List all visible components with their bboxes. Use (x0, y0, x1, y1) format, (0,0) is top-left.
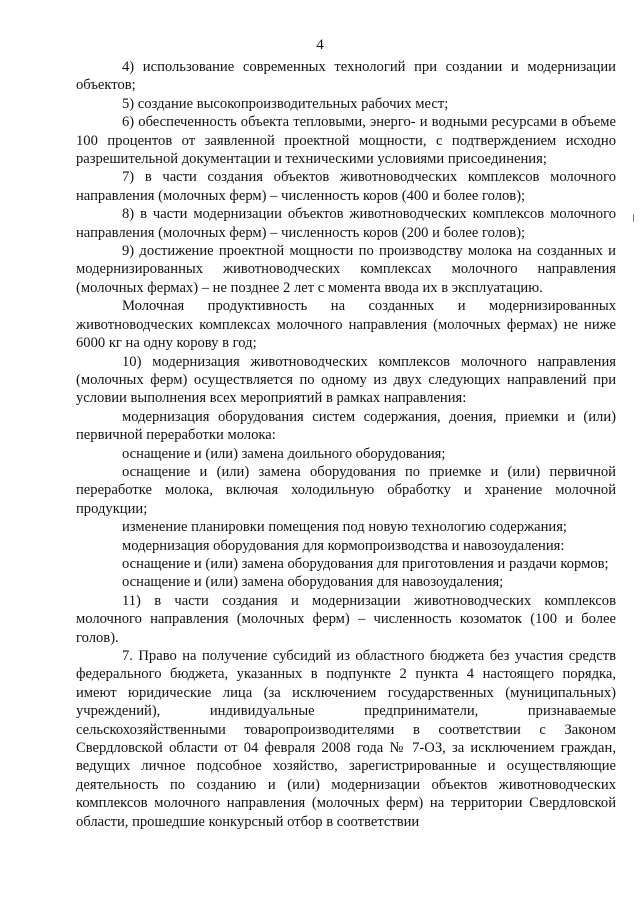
paragraph-milking-equipment: оснащение и (или) замена доильного оборудования; (122, 445, 446, 462)
paragraph-manure-equipment: оснащение и (или) замена оборудования для навозоудаления; (122, 574, 504, 591)
paragraph-direction-1: модернизация оборудования систем содержания, доения, приемки и (или) первичной переработки молока: (76, 408, 616, 444)
paragraph-processing-equipment: оснащение и (или) замена оборудования по приемке и (или) первичной переработке молока, включая холодильную обработку и хранение молочной продукции; (76, 463, 616, 517)
paragraph-item-4: 4) использование современных технологий при создании и модернизации объектов; (76, 59, 616, 94)
paragraph-item-5: 5) создание высокопроизводительных рабочих мест; (122, 95, 449, 112)
paragraph-productivity: Молочная продуктивность на созданных и модернизированных животноводческих комплексах молочного направления (молочных фермах) не ниже 6000 кг на одну корову в год; (76, 298, 616, 352)
paragraph-item-6: 6) обеспеченность объекта тепловыми, энерго- и водными ресурсами в объеме 100 процентов от заявленной проектной мощности, с подтверждением исходно разрешительной документации и техническими условиями присоединения; (76, 114, 616, 168)
paragraph-layout-change: изменение планировки помещения под новую технологию содержания; (122, 519, 567, 536)
document-body (76, 58, 616, 831)
paragraph-section-7: 7. Право на получение субсидий из областного бюджета без участия средств федерального бюджета, указанных в подпункте 2 пункта 4 настоящего порядка, имеют юридические лица (за исключением государственных (муниципальных) учреждений), индивидуальные предприниматели, признаваемые сельскохозяйственными товаропроизводителями в соответствии с Законом Свердловской области от 04 февраля 2008 года № 7-ОЗ, за исключением граждан, ведущих личное подсобное хозяйство, зарегистрированные и осуществляющие деятельность по созданию и (или) модернизации объектов животноводческих комплексов молочного направления (молочных ферм) на территории Свердловской области, прошедшие конкурсный отбор в соответствии (76, 648, 616, 830)
paragraph-direction-2: модернизация оборудования для кормопроизводства и навозоудаления: (122, 537, 565, 554)
page-number: 4 (316, 37, 324, 53)
margin-mark (633, 214, 634, 222)
paragraph-item-10: 10) модернизация животноводческих комплексов молочного направления (молочных ферм) осуществляется по одному из двух следующих направлений при условии выполнения всех мероприятий в рамках направления: (76, 353, 616, 407)
paragraph-item-7: 7) в части создания объектов животноводческих комплексов молочного направления (молочных ферм) – численность коров (400 и более голов); (76, 169, 616, 204)
paragraph-item-8: 8) в части модернизации объектов животноводческих комплексов молочного направления (молочных ферм) – численность коров (200 и более голов); (76, 206, 616, 241)
paragraph-feed-equipment: оснащение и (или) замена оборудования для приготовления и раздачи кормов; (122, 555, 609, 572)
paragraph-item-9: 9) достижение проектной мощности по производству молока на созданных и модернизированных животноводческих комплексах молочного направления (молочных фермах) – не позднее 2 лет с момента ввода их в эксплуатацию. (76, 243, 616, 296)
paragraph-item-11: 11) в части создания и модернизации животноводческих комплексов молочного направления (молочных ферм) – численность козоматок (100 и более голов). (76, 592, 616, 646)
